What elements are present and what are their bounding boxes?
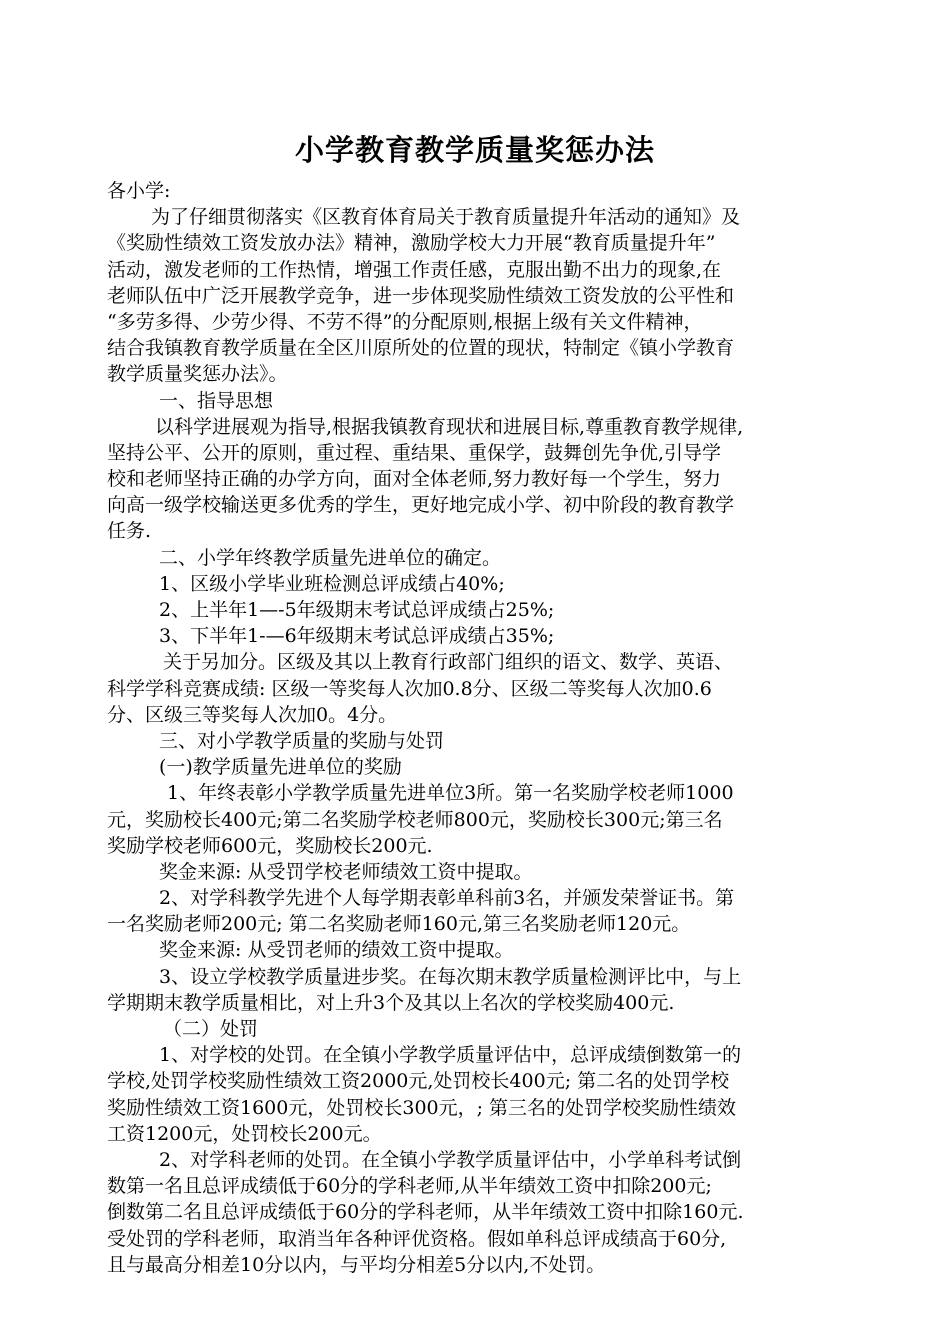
text-line: 三、对小学教学质量的奖励与处罚 [159,729,445,752]
text-line: （二）处罚 [163,1018,259,1040]
text-line: 为了仔细贯彻落实《区教育体育局关于教育质量提升年活动的通知》及 [151,206,741,229]
text-line: 1、区级小学毕业班检测总评成绩占40%; [159,572,505,595]
text-line: 向高一级学校输送更多优秀的学生，更好地完成小学、初中阶段的教育教学 [107,494,735,517]
document-title: 小学教育教学质量奖惩办法 [294,133,655,167]
text-line: 奖励学校老师600元，奖励校长200元. [107,834,433,857]
text-line: 结合我镇教育教学质量在全区川原所处的位置的现状，特制定《镇小学教育 [107,337,735,360]
text-line: 3、设立学校教学质量进步奖。在每次期末教学质量检测评比中，与上 [159,965,742,988]
document-body [107,178,867,1278]
text-line: 元，奖励校长400元;第二名奖励学校老师800元，奖励校长300元;第三名 [107,808,723,831]
text-line: 2、对学科教学先进个人每学期表彰单科前3名，并颁发荣誉证书。第 [159,887,735,910]
text-line: 3、下半年1-—6年级期末考试总评成绩占35%; [159,625,555,648]
text-line: 数第一名且总评成绩低于60分的学科老师,从半年绩效工资中扣除200元; [107,1175,712,1198]
text-line: 科学学科竞赛成绩: 区级一等奖每人次加0.8分、区级二等奖每人次加0.6 [107,677,712,700]
text-line: 奖金来源: 从受罚老师的绩效工资中提取。 [159,939,514,962]
text-line: 分、区级三等奖每人次加0。4分。 [107,703,398,726]
text-line: 倒数第二名且总评成绩低于60分的学科老师，从半年绩效工资中扣除160元. [107,1201,744,1224]
text-line: 关于另加分。区级及其以上教育行政部门组织的语文、数学、英语、 [163,651,734,674]
text-line: 各小学: [107,180,171,202]
text-line: 受处罚的学科老师，取消当年各种评优资格。假如单科总评成绩高于60分, [107,1227,727,1250]
text-line: 学期期末教学质量相比，对上升3个及其以上名次的学校奖励400元. [107,991,675,1014]
text-line: 奖金来源: 从受罚学校老师绩效工资中提取。 [159,860,533,883]
text-line: “多劳多得、少劳少得、不劳不得”的分配原则,根据上级有关文件精神， [107,310,703,333]
text-line: 学校,处罚学校奖励性绩效工资2000元,处罚校长400元; 第二名的处罚学校 [107,1070,730,1093]
text-line: (一)教学质量先进单位的奖励 [159,756,402,779]
text-line: 教学质量奖惩办法》。 [107,363,288,386]
text-line: 1、对学校的处罚。在全镇小学教学质量评估中，总评成绩倒数第一的 [159,1044,742,1067]
text-line: 一名奖励老师200元; 第二名奖励老师160元,第三名奖励老师120元。 [107,913,691,936]
text-line: 活动，激发老师的工作热情，增强工作责任感，克服出勤不出力的现象,在 [107,258,722,281]
text-line: 一、指导思想 [159,389,274,412]
text-line: 二、小学年终教学质量先进单位的确定。 [159,546,502,569]
text-line: 1、年终表彰小学教学质量先进单位3所。第一名奖励学校老师1000 [167,782,734,805]
text-line: 校和老师坚持正确的办学方向，面对全体老师,努力教好每一个学生，努力 [107,468,722,491]
text-line: 老师队伍中广泛开展教学竞争，进一步体现奖励性绩效工资发放的公平性和 [107,284,735,307]
text-line: 工资1200元，处罚校长200元。 [107,1122,382,1145]
text-line: 坚持公平、公开的原则，重过程、重结果、重保学，鼓舞创先争优,引导学 [107,441,722,464]
text-line: 奖励性绩效工资1600元，处罚校长300元，; 第三名的处罚学校奖励性绩效 [107,1096,737,1119]
text-line: 且与最高分相差10分以内，与平均分相差5分以内,不处罚。 [107,1253,606,1276]
text-line: 2、上半年1—-5年级期末考试总评成绩占25%; [159,599,555,621]
text-line: 《奖励性绩效工资发放办法》精神，激励学校大力开展“教育质量提升年” [107,232,716,255]
text-line: 任务. [107,520,152,543]
text-line: 2、对学科老师的处罚。在全镇小学教学质量评估中，小学单科考试倒 [159,1148,742,1171]
text-line: 以科学进展观为指导,根据我镇教育现状和进展目标,尊重教育教学规律, [155,415,744,438]
